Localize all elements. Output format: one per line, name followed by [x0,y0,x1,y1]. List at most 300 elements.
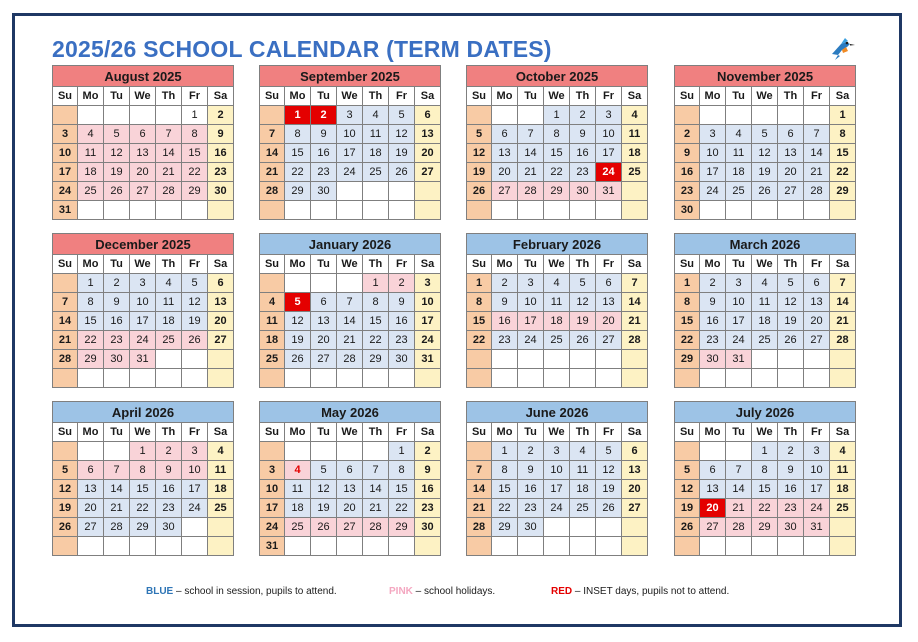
day-cell: 27 [804,331,830,350]
month-days-grid [52,423,234,556]
day-cell: 24 [52,182,78,201]
day-cell: 2 [518,442,544,461]
day-cell: 20 [700,499,726,518]
empty-day-cell [830,201,856,220]
empty-day-cell [104,201,130,220]
day-cell: 26 [752,182,778,201]
day-cell: 30 [674,201,700,220]
day-cell: 6 [804,274,830,293]
month-days-grid [466,87,648,220]
legend-blue [146,586,337,597]
day-cell: 21 [726,499,752,518]
day-cell: 26 [674,518,700,537]
day-cell: 6 [492,125,518,144]
day-cell: 6 [337,461,363,480]
day-cell: 26 [466,182,492,201]
weekday-header: Sa [830,423,856,442]
day-cell: 18 [285,499,311,518]
day-cell: 24 [804,499,830,518]
day-cell: 14 [259,144,285,163]
day-cell: 6 [778,125,804,144]
weekday-header: Mo [285,255,311,274]
empty-day-cell [752,350,778,369]
day-cell: 18 [156,312,182,331]
weekday-header: Sa [830,87,856,106]
empty-day-cell [544,350,570,369]
day-cell: 6 [622,442,648,461]
day-cell: 13 [700,480,726,499]
day-cell: 7 [726,461,752,480]
empty-day-cell [52,442,78,461]
day-cell: 5 [674,461,700,480]
day-cell: 8 [830,125,856,144]
day-cell: 13 [311,312,337,331]
weekday-header: Fr [182,87,208,106]
legend-blue-key: BLUE [146,586,174,597]
day-cell: 6 [78,461,104,480]
day-cell: 12 [778,293,804,312]
day-cell: 8 [674,293,700,312]
day-cell: 18 [622,144,648,163]
empty-day-cell [389,537,415,556]
weekday-header: Mo [700,423,726,442]
empty-day-cell [492,537,518,556]
day-cell: 23 [518,499,544,518]
day-cell: 3 [596,106,622,125]
empty-day-cell [259,201,285,220]
day-cell: 7 [622,274,648,293]
day-cell: 20 [492,163,518,182]
day-cell: 9 [570,125,596,144]
day-cell: 8 [130,461,156,480]
day-cell: 23 [674,182,700,201]
month-november-2025 [674,65,856,220]
day-cell: 24 [337,163,363,182]
day-cell: 26 [182,331,208,350]
empty-day-cell [518,106,544,125]
month-days-grid [259,87,441,220]
day-cell: 20 [596,312,622,331]
day-cell: 15 [752,480,778,499]
empty-day-cell [674,537,700,556]
day-cell: 7 [156,125,182,144]
month-august-2025 [52,65,234,220]
day-cell: 12 [570,293,596,312]
day-cell: 14 [363,480,389,499]
empty-day-cell [337,274,363,293]
month-days-grid [674,87,856,220]
weekday-header: Mo [492,87,518,106]
day-cell: 9 [311,125,337,144]
day-cell: 26 [52,518,78,537]
empty-day-cell [156,369,182,388]
weekday-header: Th [778,423,804,442]
day-cell: 17 [337,144,363,163]
day-cell: 21 [830,312,856,331]
day-cell: 12 [311,480,337,499]
day-cell: 14 [466,480,492,499]
empty-day-cell [285,369,311,388]
empty-day-cell [830,369,856,388]
weekday-header: Sa [415,423,441,442]
weekday-header: Sa [415,255,441,274]
empty-day-cell [311,274,337,293]
empty-day-cell [622,369,648,388]
weekday-header: Th [363,423,389,442]
day-cell: 15 [363,312,389,331]
weekday-header: Mo [700,255,726,274]
day-cell: 22 [544,163,570,182]
day-cell: 23 [311,163,337,182]
empty-day-cell [570,537,596,556]
empty-day-cell [804,350,830,369]
day-cell: 2 [674,125,700,144]
day-cell: 9 [778,461,804,480]
day-cell: 21 [104,499,130,518]
empty-day-cell [259,106,285,125]
day-cell: 26 [104,182,130,201]
empty-day-cell [182,537,208,556]
day-cell: 20 [804,312,830,331]
day-cell: 24 [130,331,156,350]
day-cell: 29 [78,350,104,369]
day-cell: 22 [78,331,104,350]
day-cell: 11 [570,461,596,480]
legend-red-text: – INSET days, pupils not to attend. [572,586,730,597]
day-cell: 19 [104,163,130,182]
day-cell: 11 [544,293,570,312]
day-cell: 5 [466,125,492,144]
empty-day-cell [208,201,234,220]
day-cell: 11 [156,293,182,312]
weekday-header: We [752,255,778,274]
day-cell: 23 [208,163,234,182]
empty-day-cell [182,350,208,369]
day-cell: 9 [104,293,130,312]
day-cell: 28 [466,518,492,537]
empty-day-cell [182,518,208,537]
day-cell: 29 [285,182,311,201]
day-cell: 27 [596,331,622,350]
day-cell: 22 [182,163,208,182]
day-cell: 2 [156,442,182,461]
legend-pink [389,586,495,597]
day-cell: 13 [415,125,441,144]
day-cell: 25 [622,163,648,182]
day-cell: 4 [830,442,856,461]
day-cell: 17 [518,312,544,331]
day-cell: 15 [830,144,856,163]
day-cell: 7 [518,125,544,144]
day-cell: 6 [700,461,726,480]
month-header: July 2026 [674,401,856,423]
day-cell: 10 [415,293,441,312]
day-cell: 29 [492,518,518,537]
day-cell: 20 [130,163,156,182]
empty-day-cell [570,350,596,369]
empty-day-cell [830,537,856,556]
weekday-header: Fr [389,255,415,274]
weekday-header: Th [570,87,596,106]
day-cell: 5 [570,274,596,293]
day-cell: 3 [415,274,441,293]
empty-day-cell [726,106,752,125]
weekday-header: Fr [804,423,830,442]
weekday-header: Th [778,255,804,274]
empty-day-cell [622,518,648,537]
day-cell: 23 [700,331,726,350]
day-cell: 10 [259,480,285,499]
month-days-grid [674,255,856,388]
day-cell: 18 [259,331,285,350]
day-cell: 16 [156,480,182,499]
day-cell: 17 [544,480,570,499]
day-cell: 13 [778,144,804,163]
day-cell: 16 [700,312,726,331]
weekday-header: Su [259,255,285,274]
day-cell: 11 [208,461,234,480]
empty-day-cell [726,201,752,220]
empty-day-cell [466,537,492,556]
day-cell: 30 [415,518,441,537]
empty-day-cell [518,201,544,220]
day-cell: 19 [311,499,337,518]
day-cell: 6 [415,106,441,125]
weekday-header: Tu [726,255,752,274]
day-cell: 25 [78,182,104,201]
day-cell: 22 [830,163,856,182]
weekday-header: Fr [596,255,622,274]
day-cell: 1 [285,106,311,125]
day-cell: 1 [752,442,778,461]
day-cell: 24 [518,331,544,350]
day-cell: 1 [492,442,518,461]
day-cell: 3 [130,274,156,293]
day-cell: 28 [156,182,182,201]
weekday-header: Fr [182,255,208,274]
weekday-header: Mo [492,423,518,442]
day-cell: 17 [182,480,208,499]
empty-day-cell [622,201,648,220]
weekday-header: Su [674,87,700,106]
day-cell: 16 [674,163,700,182]
day-cell: 1 [466,274,492,293]
day-cell: 24 [726,331,752,350]
day-cell: 18 [208,480,234,499]
empty-day-cell [544,201,570,220]
empty-day-cell [518,350,544,369]
day-cell: 19 [466,163,492,182]
empty-day-cell [259,274,285,293]
day-cell: 17 [804,480,830,499]
weekday-header: Mo [78,423,104,442]
empty-day-cell [570,369,596,388]
empty-day-cell [156,201,182,220]
empty-day-cell [700,106,726,125]
day-cell: 21 [622,312,648,331]
day-cell: 20 [778,163,804,182]
weekday-header: Tu [311,423,337,442]
day-cell: 10 [130,293,156,312]
day-cell: 12 [389,125,415,144]
kingfisher-bird-icon [826,32,856,62]
day-cell: 6 [208,274,234,293]
empty-day-cell [596,350,622,369]
day-cell: 3 [52,125,78,144]
day-cell: 11 [726,144,752,163]
empty-day-cell [544,518,570,537]
day-cell: 8 [389,461,415,480]
month-header: September 2025 [259,65,441,87]
day-cell: 14 [804,144,830,163]
day-cell: 11 [363,125,389,144]
day-cell: 28 [622,331,648,350]
weekday-header: Mo [700,87,726,106]
day-cell: 19 [752,163,778,182]
weekday-header: Th [570,255,596,274]
weekday-header: Fr [596,87,622,106]
day-cell: 7 [830,274,856,293]
day-cell: 3 [182,442,208,461]
day-cell: 16 [492,312,518,331]
month-may-2026 [259,401,441,556]
empty-day-cell [363,201,389,220]
day-cell: 4 [208,442,234,461]
legend-red [551,586,729,597]
day-cell: 9 [674,144,700,163]
day-cell: 17 [130,312,156,331]
weekday-header: We [544,87,570,106]
empty-day-cell [752,201,778,220]
weekday-header: Th [156,423,182,442]
day-cell: 1 [674,274,700,293]
weekday-header: Su [52,87,78,106]
empty-day-cell [596,369,622,388]
month-header: May 2026 [259,401,441,423]
day-cell: 11 [285,480,311,499]
empty-day-cell [726,369,752,388]
day-cell: 10 [337,125,363,144]
empty-day-cell [466,201,492,220]
day-cell: 3 [726,274,752,293]
day-cell: 7 [363,461,389,480]
empty-day-cell [52,274,78,293]
day-cell: 15 [466,312,492,331]
day-cell: 22 [130,499,156,518]
weekday-header: Tu [104,255,130,274]
day-cell: 25 [570,499,596,518]
month-days-grid [674,423,856,556]
day-cell: 23 [104,331,130,350]
empty-day-cell [622,537,648,556]
day-cell: 22 [363,331,389,350]
day-cell: 30 [104,350,130,369]
day-cell: 19 [285,331,311,350]
weekday-header: Fr [804,255,830,274]
weekday-header: Th [363,87,389,106]
day-cell: 15 [130,480,156,499]
day-cell: 30 [389,350,415,369]
day-cell: 23 [156,499,182,518]
weekday-header: Mo [492,255,518,274]
empty-day-cell [52,106,78,125]
month-header: October 2025 [466,65,648,87]
month-header: August 2025 [52,65,234,87]
empty-day-cell [674,369,700,388]
day-cell: 15 [674,312,700,331]
empty-day-cell [182,369,208,388]
day-cell: 17 [415,312,441,331]
day-cell: 27 [130,182,156,201]
day-cell: 10 [518,293,544,312]
day-cell: 25 [208,499,234,518]
empty-day-cell [518,369,544,388]
weekday-header: Su [466,87,492,106]
day-cell: 31 [804,518,830,537]
page-title: 2025/26 SCHOOL CALENDAR (TERM DATES) [52,36,552,62]
day-cell: 28 [104,518,130,537]
day-cell: 27 [311,350,337,369]
empty-day-cell [674,442,700,461]
empty-day-cell [156,350,182,369]
weekday-header: Th [570,423,596,442]
empty-day-cell [285,274,311,293]
weekday-header: Th [156,255,182,274]
day-cell: 19 [596,480,622,499]
month-september-2025 [259,65,441,220]
weekday-header: Th [778,87,804,106]
weekday-header: Tu [726,423,752,442]
day-cell: 19 [778,312,804,331]
day-cell: 1 [830,106,856,125]
day-cell: 13 [208,293,234,312]
weekday-header: We [337,87,363,106]
empty-day-cell [778,537,804,556]
day-cell: 10 [804,461,830,480]
day-cell: 4 [752,274,778,293]
weekday-header: Su [466,255,492,274]
day-cell: 17 [596,144,622,163]
month-december-2025 [52,233,234,388]
empty-day-cell [570,518,596,537]
day-cell: 6 [130,125,156,144]
empty-day-cell [700,537,726,556]
day-cell: 25 [726,182,752,201]
day-cell: 13 [78,480,104,499]
empty-day-cell [311,442,337,461]
day-cell: 28 [259,182,285,201]
day-cell: 21 [259,163,285,182]
day-cell: 24 [182,499,208,518]
weekday-header: Mo [285,87,311,106]
empty-day-cell [337,442,363,461]
day-cell: 29 [363,350,389,369]
day-cell: 11 [622,125,648,144]
day-cell: 23 [778,499,804,518]
weekday-header: Fr [804,87,830,106]
weekday-header: Tu [518,87,544,106]
day-cell: 19 [182,312,208,331]
day-cell: 14 [830,293,856,312]
day-cell: 23 [415,499,441,518]
day-cell: 9 [518,461,544,480]
empty-day-cell [804,369,830,388]
empty-day-cell [389,369,415,388]
day-cell: 20 [208,312,234,331]
day-cell: 14 [52,312,78,331]
day-cell: 10 [182,461,208,480]
day-cell: 15 [78,312,104,331]
